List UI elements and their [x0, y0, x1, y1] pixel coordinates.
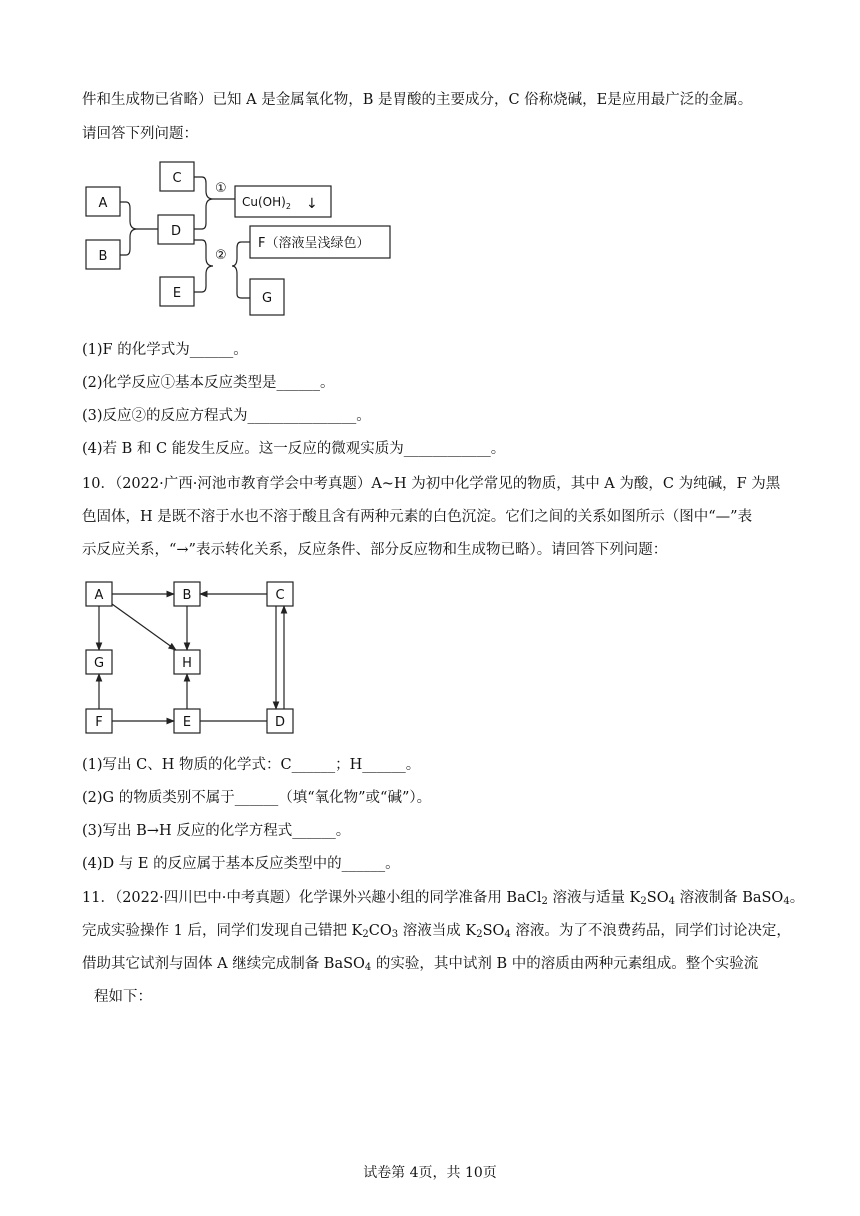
q9-box-a-label: A: [98, 196, 108, 211]
q9-intro-line1: 件和生成物已省略）已知 A 是金属氧化物，B 是胃酸的主要成分，C 俗称烧碱，E是应用最广泛的金属。: [82, 92, 753, 108]
q9-question-1: (1)F 的化学式为______。: [82, 342, 248, 358]
q11-line4: 程如下：: [94, 989, 152, 1005]
q9-box-e-label: E: [172, 286, 182, 301]
q10-box-e-label: E: [182, 715, 192, 730]
q9-diagram: [80, 158, 400, 320]
q9-box-c-label: C: [172, 171, 182, 186]
q9-box-d-label: D: [170, 224, 182, 239]
q10-box-b-label: B: [182, 588, 192, 603]
q9-intro-line2: 请回答下列问题：: [82, 126, 198, 142]
q10-question-3: (3)写出 B→H 反应的化学方程式______。: [82, 823, 351, 839]
q9-question-3: (3)反应②的反应方程式为_______________。: [82, 408, 371, 424]
q10-diagram: [80, 578, 300, 738]
q9-box-g-label: G: [261, 291, 273, 306]
q10-question-4: (4)D 与 E 的反应属于基本反应类型中的______。: [82, 856, 400, 872]
q9-reaction2-label: ②: [215, 248, 227, 263]
q10-question-2: (2)G 的物质类别不属于______（填“氧化物”或“碱”）。: [82, 790, 432, 806]
q10-box-c-label: C: [275, 588, 285, 603]
q10-box-a-label: A: [94, 588, 104, 603]
q11-line2: 完成实验操作 1 后，同学们发现自己错把 $K_2CO_3$ 溶液当成 $K_2SO_4$ 溶液。为了不浪费药品，同学们讨论决定，: [82, 923, 791, 940]
q9-precipitate-arrow: ↓: [306, 196, 318, 212]
q10-box-f-label: F: [95, 715, 103, 730]
q10-intro-line3: 示反应关系，“→”表示转化关系，反应条件、部分反应物和生成物已略）。请回答下列问题：: [82, 542, 668, 558]
q11-line1: 11．（2022·四川巴中·中考真题）化学课外兴趣小组的同学准备用 BaCl$_2$ 溶液与适量 $K_2SO_4$ 溶液制备 BaSO$_4$。: [82, 890, 805, 907]
q9-question-4: (4)若 B 和 C 能发生反应。这一反应的微观实质为____________。: [82, 441, 506, 457]
q10-intro-line1: 10．（2022·广西·河池市教育学会中考真题）A~H 为初中化学常见的物质，其中 A 为酸，C 为纯碱，F 为黑: [82, 476, 781, 492]
q9-product1-label: $Cu(OH)_2$: [242, 195, 291, 211]
q9-box-b-label: B: [98, 249, 108, 264]
q9-question-2: (2)化学反应①基本反应类型是______。: [82, 375, 335, 391]
q10-box-h-label: H: [182, 656, 192, 671]
q10-intro-line2: 色固体，H 是既不溶于水也不溶于酸且含有两种元素的白色沉淀。它们之间的关系如图所示（图中“—”表: [82, 509, 753, 525]
q9-reaction1-label: ①: [215, 181, 227, 196]
q10-box-d-label: D: [274, 715, 286, 730]
q9-box-f-label: F（溶液呈浅绿色）: [258, 236, 370, 251]
q10-question-1: (1)写出 C、H 物质的化学式：C______；H______。: [82, 757, 421, 773]
q10-box-g-label: G: [93, 656, 105, 671]
q11-line3: 借助其它试剂与固体 A 继续完成制备 BaSO$_4$ 的实验，其中试剂 B 中的溶质由两种元素组成。整个实验流: [82, 956, 759, 973]
page-footer: 试卷第 4页，共 10页: [363, 1165, 497, 1181]
